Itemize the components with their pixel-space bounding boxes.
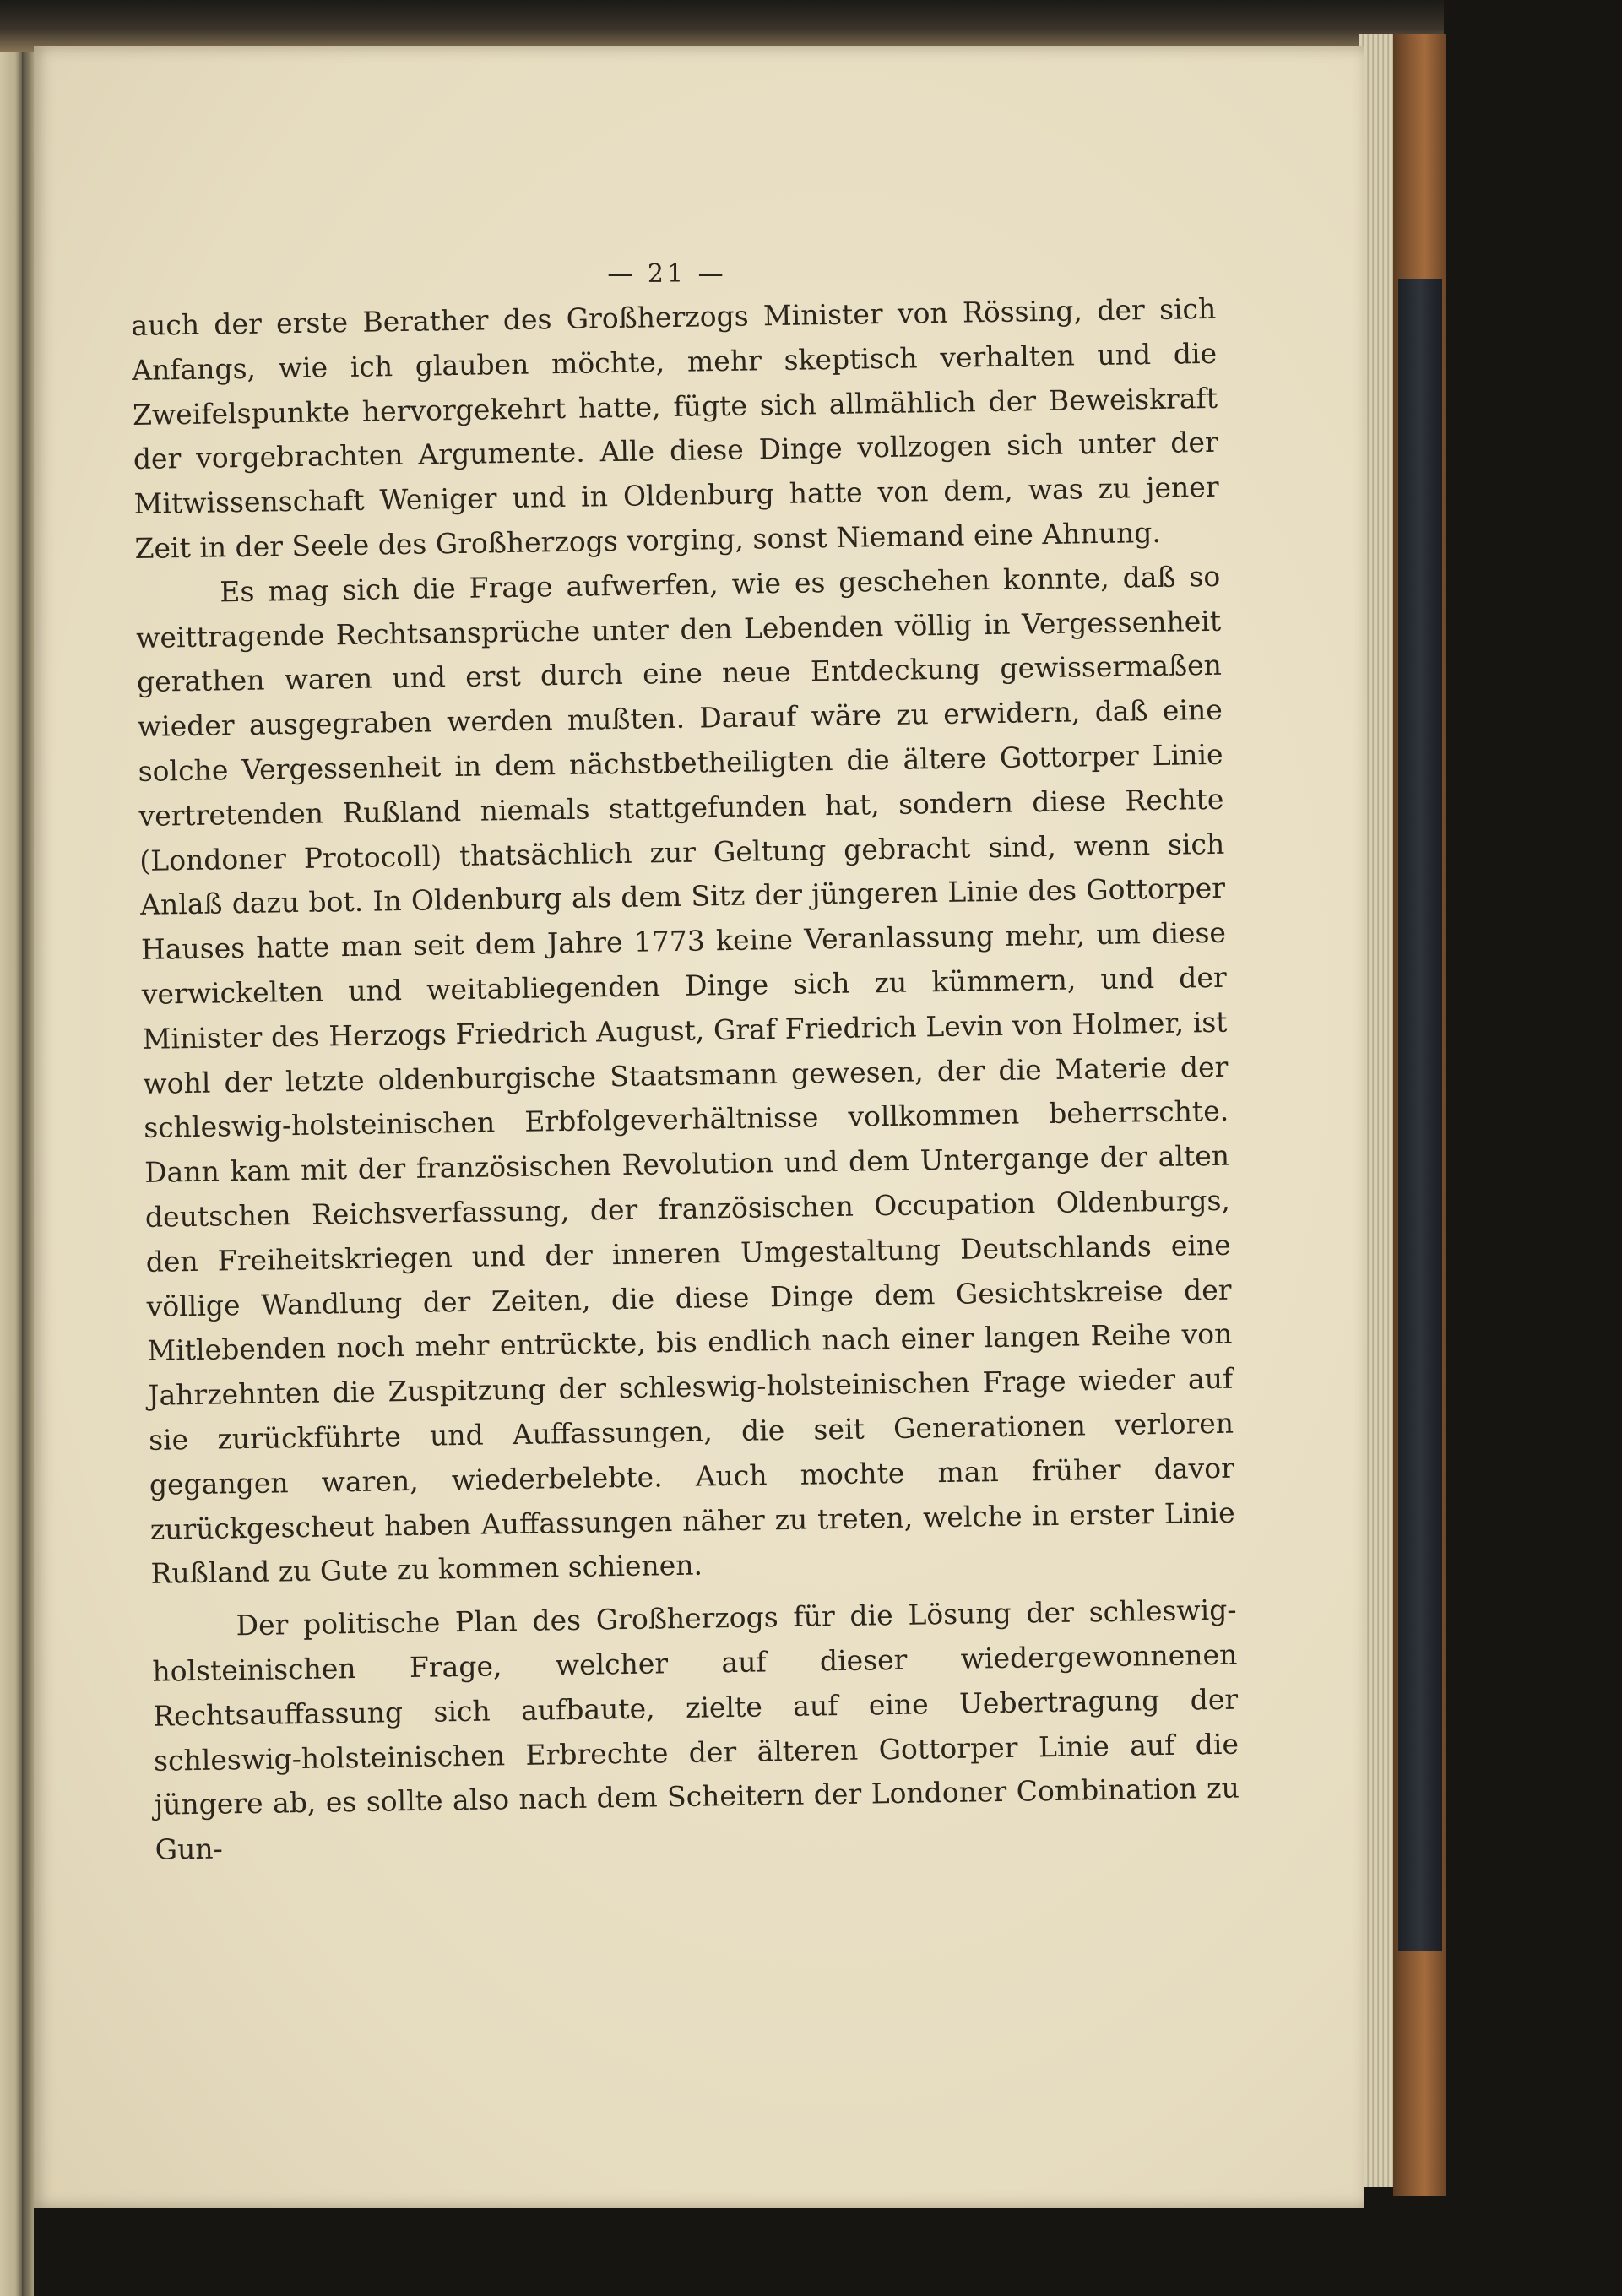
paragraph-2: Es mag sich die Frage aufwerfen, wie es geschehen konnte, daß so weittragende Rechtsansprüche unter den Lebenden völlig in Vergessenheit gerathen waren und erst durch eine neue Entdeckung gewissermaßen wieder ausgegraben werden mußten. Darauf wäre zu erwidern, daß eine solche Vergessenheit in dem nächstbetheiligten die ältere Gottorper Linie vertretenden Rußland niemals stattgefunden hat, sondern diese Rechte (Londoner Protocoll) thatsächlich zur Geltung gebracht sind, wenn sich Anlaß dazu bot. In Oldenburg als dem Sitz der jüngeren Linie des Gottorper Hauses hatte man seit dem Jahre 1773 keine Veranlassung mehr, um diese verwickelten und weitabliegenden Dinge sich zu kümmern, und der Minister des Herzogs Friedrich August, Graf Friedrich Levin von Holmer, ist wohl der letzte oldenburgische Staatsmann gewesen, der die Materie der schleswig-holsteinischen Erbfolgeverhältnisse vollkommen beherrschte. Dann kam mit der französischen Revolution und dem Untergange der alten deutschen Reichsverfassung, der französischen Occupation Oldenburgs, den Freiheitskriegen und der inneren Umgestaltung Deutschlands eine völlige Wandlung der Zeiten, die diese Dinge dem Gesichtskreise der Mitlebenden noch mehr entrückte, bis endlich nach einer langen Reihe von Jahrzehnten die Zuspitzung der schleswig-holsteinischen Frage wieder auf sie zurückführte und Auffassungen, die seit Generationen verloren gegangen waren, wiederbelebte. Auch mochte man früher davor zurückgescheut haben Auffassungen näher zu treten, welche in erster Linie Rußland zu Gute zu kommen schienen. — [135, 559, 1235, 1591]
page-stack-edges — [1359, 34, 1393, 2187]
binding-cloth — [1398, 279, 1442, 1951]
book-cover-edge — [0, 0, 1444, 52]
book-page — [34, 46, 1364, 2208]
body-text — [131, 287, 1240, 1873]
page-number: — 21 — — [607, 259, 727, 289]
book-gutter — [22, 52, 34, 2296]
facing-page-edge — [0, 52, 22, 2296]
paragraph-1: auch der erste Berather des Großherzogs Minister von Rössing, der sich Anfangs, wie ich glauben möchte, mehr skeptisch verhalten und die Zweifelspunkte hervorgekehrt hatte, fügte sich allmählich der Beweiskraft der vorgebrachten Argumente. Alle diese Dinge vollzogen sich unter der Mitwissenschaft Weniger und in Oldenburg hatte von dem, was zu jener Zeit in der Seele des Großherzogs vorging, sonst Niemand eine Ahnung. — [131, 291, 1219, 565]
paragraph-3: Der politische Plan des Großherzogs für die Lösung der schleswig-holsteinischen Frage, welcher auf dieser wiedergewonnenen Rechtsauffassung sich aufbaute, zielte auf eine Uebertragung der schleswig-holsteinischen Erbrechte der älteren Gottorper Linie auf die jüngere ab, es sollte also nach dem Scheitern der Londoner Combination zu Gun- — [152, 1593, 1240, 1866]
